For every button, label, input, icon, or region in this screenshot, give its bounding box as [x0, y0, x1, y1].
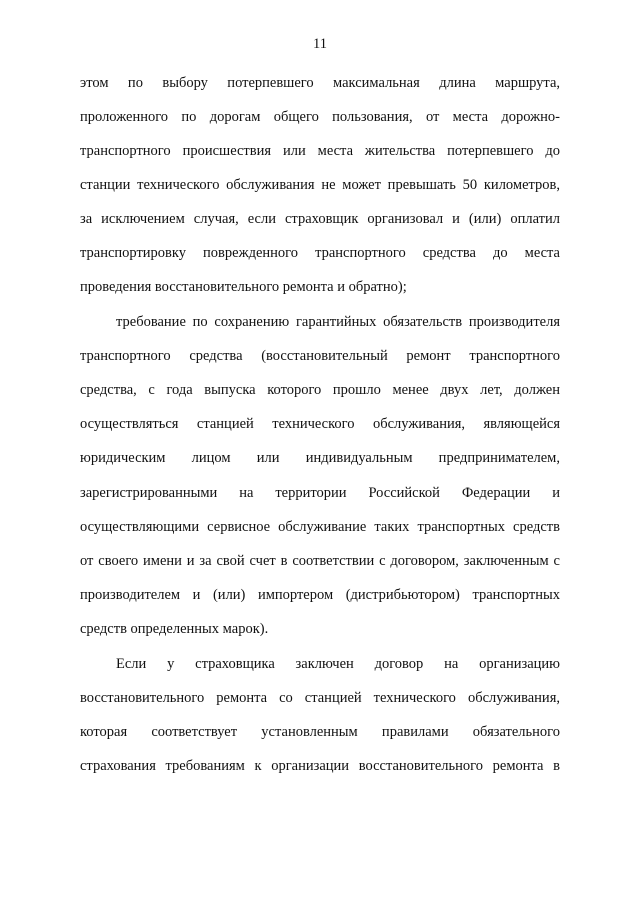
page-number: 11	[313, 36, 327, 52]
text-line: этом по выбору потерпевшего максимальная длина маршрута,	[80, 75, 560, 91]
text-line: требование по сохранению гарантийных обязательств производителя	[116, 314, 560, 330]
text-line: средства, с года выпуска которого прошло менее двух лет, должен	[80, 382, 560, 398]
text-line: проведения восстановительного ремонта и обратно);	[80, 279, 407, 295]
text-line: осуществляться станцией технического обслуживания, являющейся	[80, 416, 560, 432]
text-line: транспортного происшествия или места жительства потерпевшего до	[80, 143, 560, 159]
text-line: производителем и (или) импортером (дистрибьютором) транспортных	[80, 587, 560, 603]
text-line: осуществляющими сервисное обслуживание таких транспортных средств	[80, 519, 560, 535]
text-line: от своего имени и за свой счет в соответствии с договором, заключенным с	[80, 553, 560, 569]
text-line: которая соответствует установленным правилами обязательного	[80, 724, 560, 740]
text-line: проложенного по дорогам общего пользования, от места дорожно-	[80, 109, 560, 125]
text-line: средств определенных марок).	[80, 621, 269, 637]
text-line: зарегистрированными на территории Российской Федерации и	[80, 485, 560, 501]
text-line: страхования требованиям к организации восстановительного ремонта в	[80, 758, 560, 774]
text-line: за исключением случая, если страховщик организовал и (или) оплатил	[80, 211, 560, 227]
text-line: транспортного средства (восстановительный ремонт транспортного	[80, 348, 560, 364]
text-line: станции технического обслуживания не может превышать 50 километров,	[80, 177, 560, 193]
text-line: восстановительного ремонта со станцией технического обслуживания,	[80, 690, 560, 706]
text-line: юридическим лицом или индивидуальным предпринимателем,	[80, 450, 560, 466]
text-line: транспортировку поврежденного транспортного средства до места	[80, 245, 560, 261]
text-line: Если у страховщика заключен договор на организацию	[116, 656, 560, 672]
